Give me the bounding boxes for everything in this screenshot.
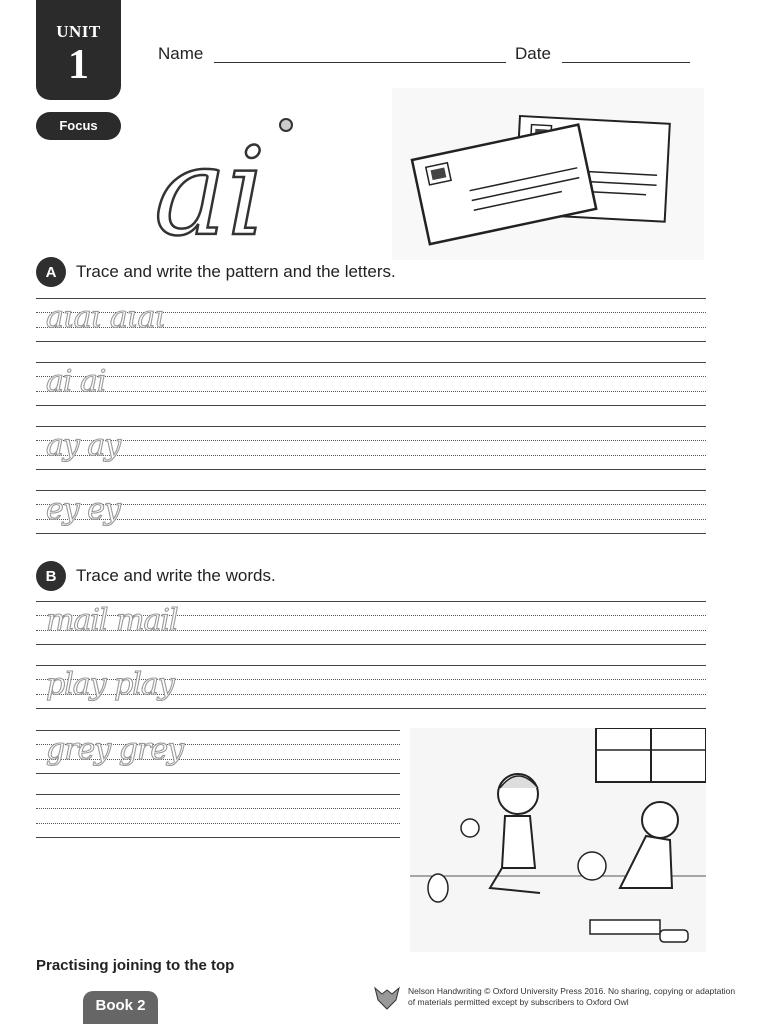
trace-text: ay ay bbox=[46, 428, 121, 463]
doll-icon bbox=[461, 819, 479, 837]
girl-body bbox=[502, 816, 535, 868]
section-a-badge: A bbox=[36, 257, 66, 287]
focus-badge: Focus bbox=[36, 112, 121, 140]
trace-text: play play bbox=[46, 667, 174, 702]
unit-number: 1 bbox=[68, 42, 89, 88]
children-playing-illustration bbox=[410, 728, 706, 952]
section-b-badge: B bbox=[36, 561, 66, 591]
footer-title: Practising joining to the top bbox=[36, 957, 235, 974]
trace-text: aιaι aιaι bbox=[46, 300, 166, 335]
date-field[interactable] bbox=[562, 62, 690, 63]
toy-car-icon bbox=[660, 930, 688, 942]
focus-letters-ai bbox=[150, 112, 340, 247]
trace-text: ey ey bbox=[46, 492, 120, 527]
front-envelope bbox=[412, 125, 596, 244]
date-label: Date bbox=[515, 44, 551, 63]
envelopes-illustration bbox=[392, 88, 704, 260]
section-a-heading bbox=[36, 257, 396, 287]
copyright-notice: Nelson Handwriting © Oxford University Press 2016. No sharing, copying or adaptation of materials permitted except by subscribers to Oxford Owl bbox=[408, 986, 736, 1007]
name-date-row bbox=[158, 44, 203, 64]
focus-letters-text: ai bbox=[154, 121, 266, 247]
name-label: Name bbox=[158, 44, 204, 63]
section-b-heading bbox=[36, 561, 276, 591]
section-b-instruction: Trace and write the words. bbox=[76, 566, 276, 585]
trace-text: mail mail bbox=[46, 603, 178, 638]
unit-tab bbox=[36, 0, 121, 100]
unit-label: UNIT bbox=[56, 22, 101, 41]
bunny-icon bbox=[428, 874, 448, 902]
start-dot-icon bbox=[280, 119, 292, 131]
toy-train-icon bbox=[590, 920, 660, 934]
fox-logo-icon bbox=[372, 982, 402, 1012]
name-field[interactable] bbox=[214, 62, 506, 63]
trace-text: grey grey bbox=[46, 732, 184, 767]
book-tab: Book 2 bbox=[83, 991, 158, 1024]
boy-body bbox=[620, 836, 672, 888]
section-a-instruction: Trace and write the pattern and the letters. bbox=[76, 262, 396, 281]
trace-text: ai ai bbox=[46, 364, 106, 399]
boy-head bbox=[642, 802, 678, 838]
ball-icon bbox=[578, 852, 606, 880]
